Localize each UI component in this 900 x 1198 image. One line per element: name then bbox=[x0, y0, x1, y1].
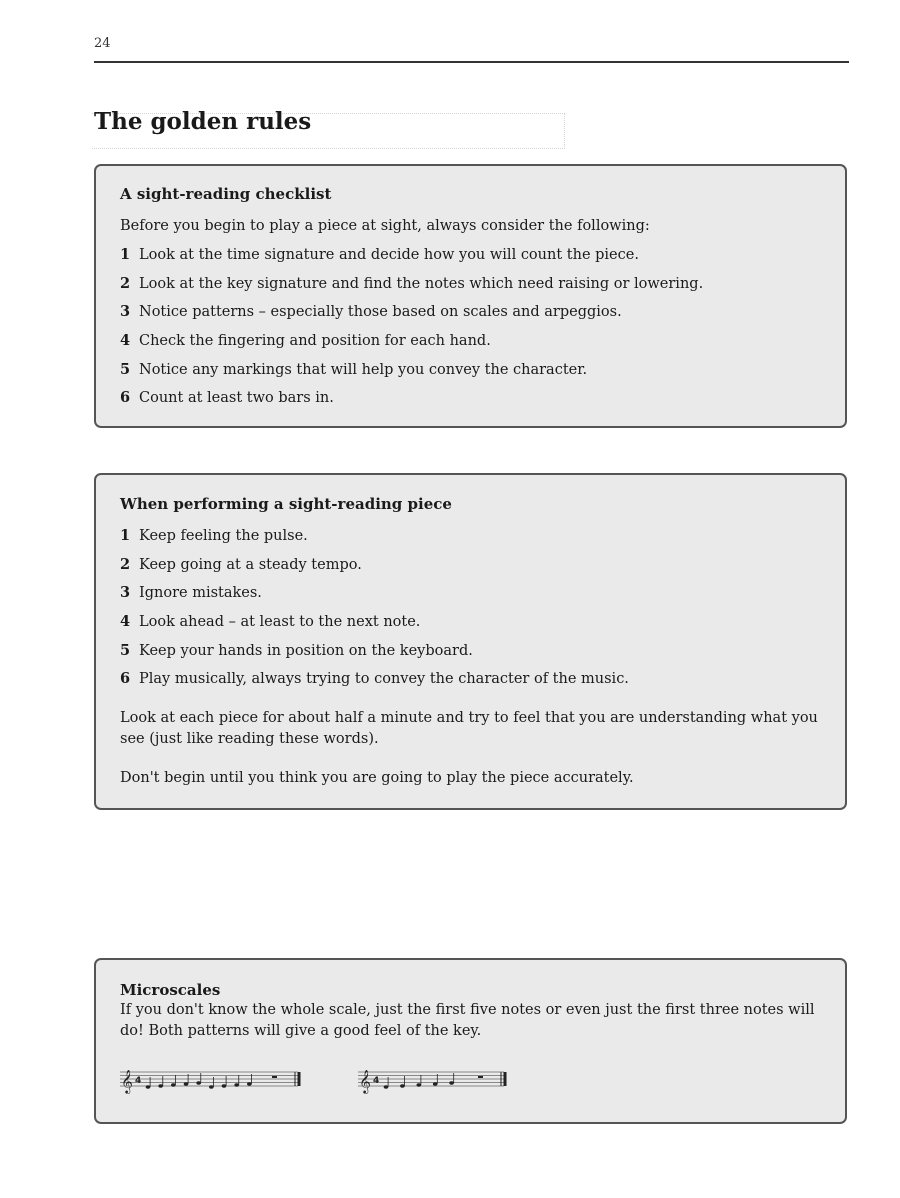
treble-clef-icon: 𝄞 bbox=[359, 1069, 371, 1093]
header-rule bbox=[94, 61, 849, 63]
note-head bbox=[384, 1085, 389, 1088]
item-text: Count at least two bars in. bbox=[139, 390, 334, 407]
microscales-box bbox=[94, 958, 847, 1124]
item-text: Keep going at a steady tempo. bbox=[139, 556, 362, 573]
item-text: Keep your hands in position on the keyboard. bbox=[139, 642, 473, 659]
item-number: 4 bbox=[120, 332, 131, 350]
note-head bbox=[209, 1085, 214, 1088]
microscales-body: If you don't know the whole scale, just the first five notes or even just the first three notes will do! Both patterns will give a good feel of the key. bbox=[120, 1002, 815, 1039]
page-title: The golden rules bbox=[94, 108, 312, 135]
list-item bbox=[120, 612, 821, 641]
list-item bbox=[120, 274, 821, 303]
note-head bbox=[400, 1084, 405, 1087]
note-head bbox=[417, 1083, 422, 1086]
performing-heading: When performing a sight-reading piece bbox=[120, 495, 452, 513]
page-number: 24 bbox=[94, 36, 111, 51]
note-head bbox=[247, 1082, 252, 1085]
list-item bbox=[120, 245, 821, 274]
list-item bbox=[120, 360, 821, 389]
note-head bbox=[146, 1085, 151, 1088]
performing-list bbox=[120, 526, 821, 698]
item-number: 4 bbox=[120, 613, 131, 631]
item-text: Keep feeling the pulse. bbox=[139, 528, 308, 544]
item-text: Look at the time signature and decide how you will count the piece. bbox=[139, 247, 639, 263]
time-signature: 4 bbox=[373, 1076, 380, 1086]
microscale-example-five-note bbox=[120, 1068, 304, 1094]
item-text: Play musically, always trying to convey the character of the music. bbox=[139, 671, 629, 688]
item-number: 5 bbox=[120, 641, 131, 659]
item-number: 5 bbox=[120, 360, 131, 378]
item-number: 1 bbox=[120, 527, 131, 544]
performing-paragraph-begin: Don't begin until you think you are going to play the piece accurately. bbox=[120, 770, 634, 787]
list-item bbox=[120, 669, 821, 698]
item-number: 6 bbox=[120, 389, 131, 407]
item-text: Look ahead – at least to the next note. bbox=[139, 614, 421, 631]
performing-box bbox=[94, 473, 847, 810]
item-text: Check the fingering and position for each hand. bbox=[139, 333, 491, 350]
note-head bbox=[184, 1082, 189, 1085]
rest-mark bbox=[272, 1076, 277, 1078]
item-text: Ignore mistakes. bbox=[139, 585, 262, 602]
item-number: 3 bbox=[120, 303, 131, 321]
item-number: 6 bbox=[120, 670, 131, 688]
microscale-example-three-note bbox=[358, 1068, 510, 1094]
note-head bbox=[171, 1083, 176, 1086]
time-signature: 4 bbox=[135, 1076, 142, 1086]
list-item bbox=[120, 302, 821, 331]
performing-paragraph-look: Look at each piece for about half a minute and try to feel that you are understanding what you see (just like reading these words). bbox=[120, 710, 818, 748]
checklist-list bbox=[120, 245, 821, 417]
checklist-heading: A sight-reading checklist bbox=[120, 185, 332, 203]
sight-reading-checklist-box bbox=[94, 164, 847, 428]
list-item bbox=[120, 583, 821, 612]
list-item bbox=[120, 641, 821, 670]
list-item bbox=[120, 388, 821, 417]
checklist-intro: Before you begin to play a piece at sight, always consider the following: bbox=[120, 218, 650, 234]
item-text: Notice patterns – especially those based on scales and arpeggios. bbox=[139, 304, 622, 321]
note-head bbox=[449, 1081, 454, 1084]
item-text: Look at the key signature and find the notes which need raising or lowering. bbox=[139, 275, 704, 292]
note-head bbox=[433, 1082, 438, 1085]
item-number: 2 bbox=[120, 555, 131, 573]
note-head bbox=[196, 1081, 201, 1084]
item-number: 3 bbox=[120, 584, 131, 602]
item-number: 1 bbox=[120, 246, 131, 263]
list-item bbox=[120, 526, 821, 555]
item-number: 2 bbox=[120, 274, 131, 292]
treble-clef-icon: 𝄞 bbox=[121, 1069, 133, 1093]
note-head bbox=[234, 1083, 239, 1086]
list-item bbox=[120, 331, 821, 360]
rest-mark bbox=[478, 1076, 483, 1078]
note-head bbox=[222, 1084, 227, 1087]
list-item bbox=[120, 555, 821, 584]
microscales-heading: Microscales bbox=[120, 981, 221, 999]
note-head bbox=[158, 1084, 163, 1087]
item-text: Notice any markings that will help you convey the character. bbox=[139, 361, 588, 378]
